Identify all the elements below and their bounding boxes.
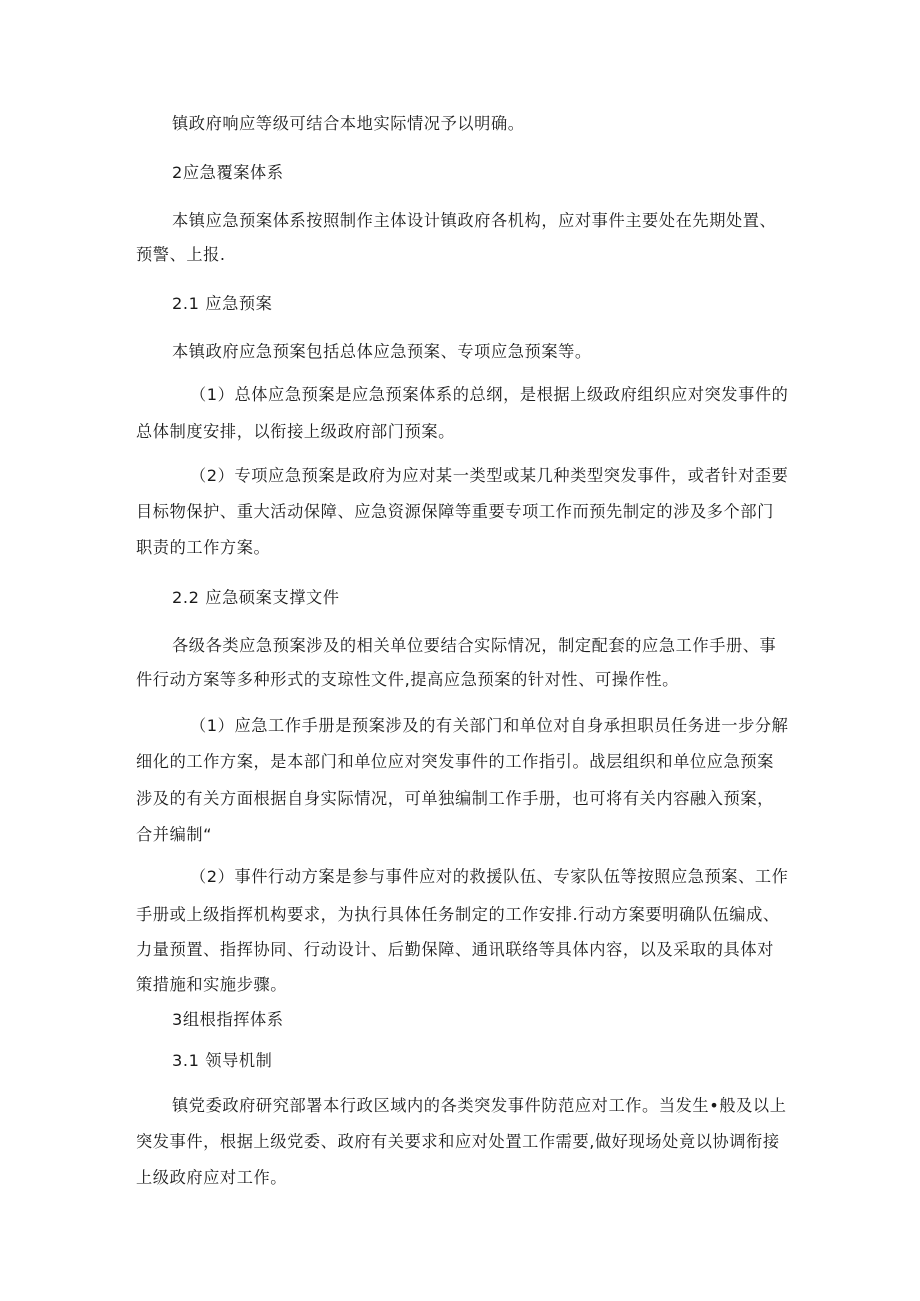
paragraph-line: 件行动方案等多种形式的支琼性文件,提高应急预案的针对性、可操作性。 (136, 670, 679, 689)
section-heading-3: 3组根指挥体系 (172, 1010, 284, 1029)
paragraph-line: 上级政府应对工作。 (136, 1168, 288, 1187)
section-heading-2: 2应急覆案体系 (172, 163, 284, 182)
paragraph-line: 突发事件，根据上级党委、政府有关要求和应对处置工作需要,做好现场处竟以协调衔接 (136, 1132, 780, 1151)
paragraph-line: 本镇政府应急预案包括总体应急预案、专项应急预案等。 (172, 342, 592, 361)
paragraph-line: 镇党委政府研究部署本行政区域内的各类突发事件防范应对工作。当发生•般及以上 (172, 1096, 787, 1115)
paragraph-line: 各级各类应急预案涉及的相关单位要结合实际情况，制定配套的应急工作手册、事 (172, 636, 777, 655)
section-heading-2-1: 2.1 应急预案 (172, 294, 273, 313)
list-item-line: 细化的工作方案，是本部门和单位应对突发事件的工作指引。战层组织和单位应急预案 (136, 752, 774, 771)
section-heading-3-1: 3.1 领导机制 (172, 1051, 273, 1070)
list-item-line: 手册或上级指挥机构要求，为执行具体任务制定的工作安排.行动方案要明确队伍编成、 (136, 905, 780, 924)
list-item-line: 总体制度安排，以衔接上级政府部门预案。 (136, 422, 455, 441)
list-item-line: 职责的工作方案。 (136, 538, 271, 557)
list-item-line: 合并编制“ (136, 825, 213, 844)
list-item-line: （1）应急工作手册是预案涉及的有关部门和单位对自身承担职员任务进一步分解 (190, 716, 789, 735)
paragraph-line: 预警、上报. (136, 245, 226, 264)
list-item-line: （2）专项应急预案是政府为应对某一类型或某几种类型突发事件，或者针对歪要 (190, 466, 789, 485)
list-item-line: 涉及的有关方面根据自身实际情况，可单独编制工作手册，也可将有关内容融入预案， (136, 789, 774, 808)
list-item-line: 力量预置、指挥协同、行动设计、后勤保障、通讯联络等具体内容，以及采取的具体对 (136, 940, 774, 959)
list-item-line: （1）总体应急预案是应急预案体系的总纲，是根据上级政府组织应对突发事件的 (190, 385, 789, 404)
list-item-line: 策措施和实施步骤。 (136, 975, 288, 994)
section-heading-2-2: 2.2 应急硕案支撑文件 (172, 588, 340, 607)
list-item-line: （2）事件行动方案是参与事件应对的救援队伍、专家队伍等按照应急预案、工作 (190, 867, 789, 886)
paragraph-line: 镇政府响应等级可结合本地实际情况予以明确。 (172, 114, 525, 133)
list-item-line: 目标物保护、重大活动保障、应急资源保障等重要专项工作而预先制定的涉及多个部门 (136, 502, 774, 521)
paragraph-line: 本镇应急预案体系按照制作主体设计镇政府各机构，应对事件主要处在先期处置、 (172, 211, 777, 230)
